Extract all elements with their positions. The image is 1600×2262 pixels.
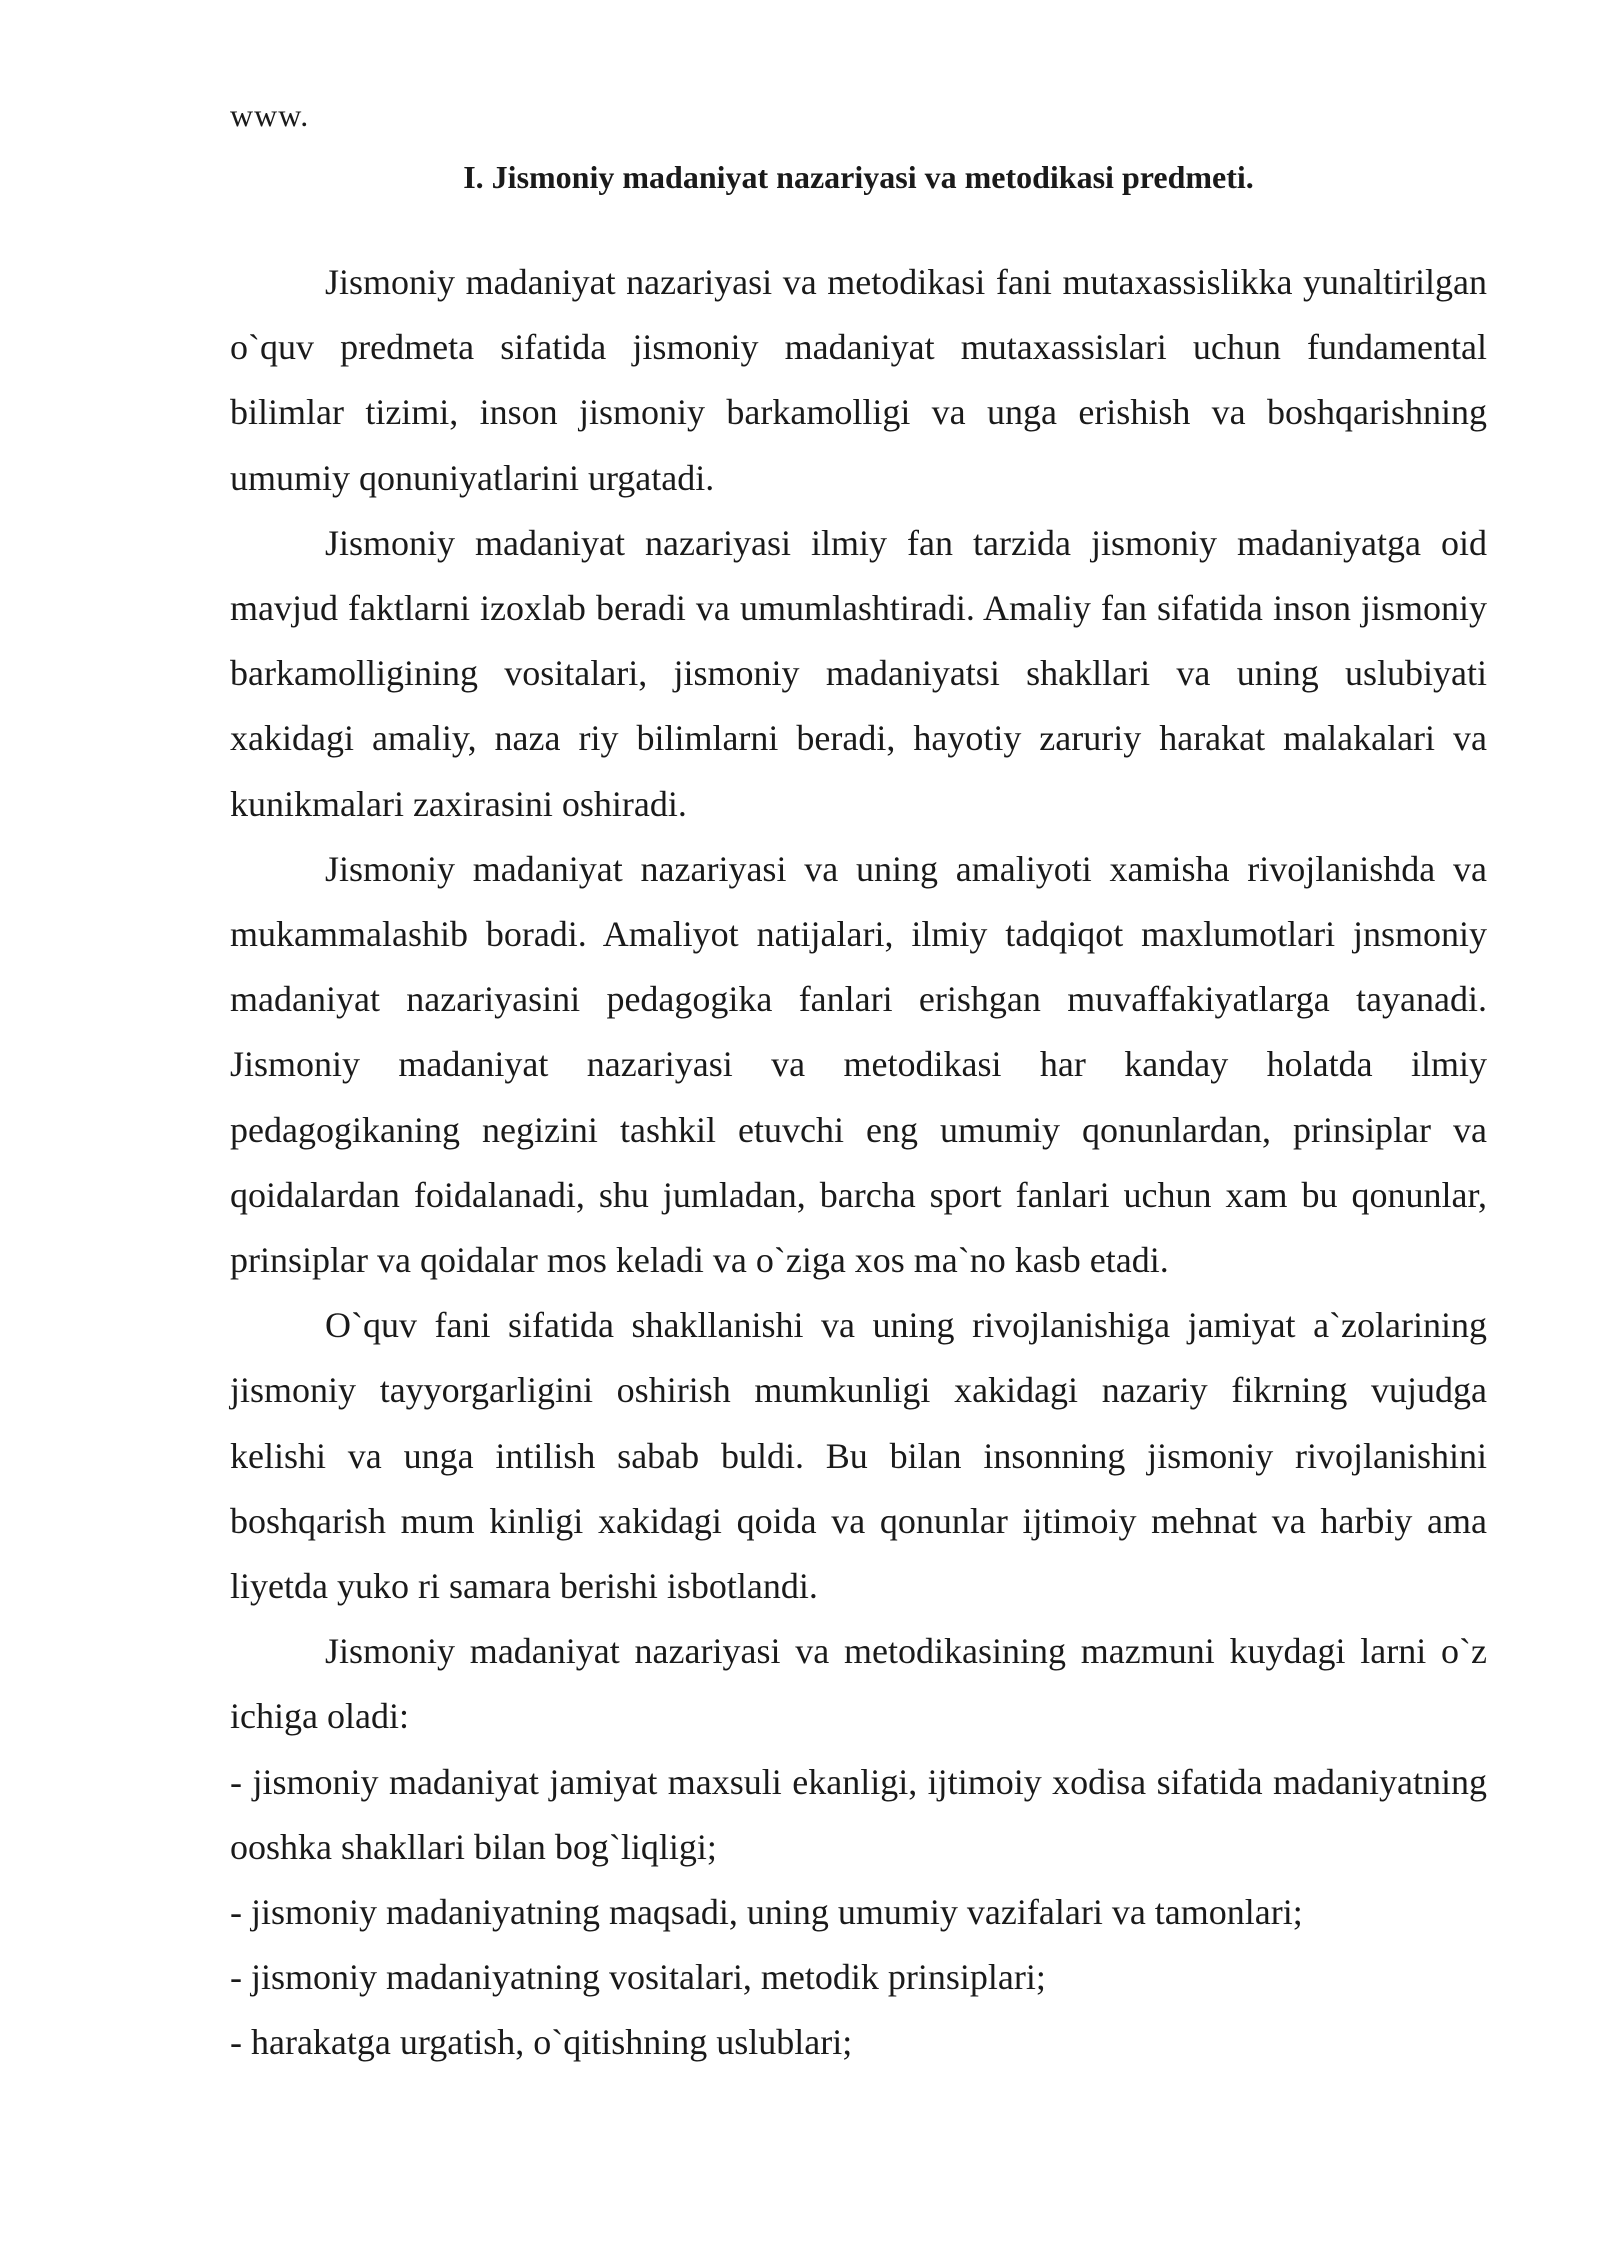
list-item-1: - jismoniy madaniyat jamiyat maxsuli ekanligi, ijtimoiy xodisa sifatida madaniyatning ooshka shakllari bilan bog`liqligi;	[230, 1761, 1487, 1867]
header-note: www.	[230, 97, 310, 133]
list-item-4: - harakatga urgatish, o`qitishning uslublari;	[230, 2022, 853, 2063]
paragraph-5: Jismoniy madaniyat nazariyasi va metodikasining mazmuni kuydagi larni o`z ichiga oladi:	[230, 1631, 1487, 1737]
list-item-2: - jismoniy madaniyatning maqsadi, uning umumiy vazifalari va tamonlari;	[230, 1892, 1303, 1933]
paragraph-2: Jismoniy madaniyat nazariyasi ilmiy fan tarzida jismoniy madaniyatga oid mavjud faktlarni izoxlab beradi va umumlashtiradi. Amaliy fan sifatida inson jismoniy barkamolligining vositalari, jismoniy madaniyatsi shakllari va uning uslubiyati xakidagi amaliy, naza riy bilimlarni beradi, hayotiy zaruriy harakat malakalari va kunikmalari zaxirasini oshiradi.	[230, 522, 1487, 824]
paragraph-4: O`quv fani sifatida shakllanishi va uning rivojlanishiga jamiyat a`zolarining jismoniy tayyorgarligini oshirish mumkunligi xakidagi nazariy fikrning vujudga kelishi va unga intilish sabab buldi. Bu bilan insonning jismoniy rivojlanishini boshqarish mum kinligi xakidagi qoida va qonunlar ijtimoiy mehnat va harbiy ama liyetda yuko ri samara berishi isbotlandi.	[230, 1305, 1487, 1607]
section-title: I. Jismoniy madaniyat nazariyasi va metodikasi predmeti.	[463, 159, 1254, 195]
list-item-3: - jismoniy madaniyatning vositalari, metodik prinsiplari;	[230, 1957, 1046, 1998]
paragraph-3: Jismoniy madaniyat nazariyasi va uning amaliyoti xamisha rivojlanishda va mukammalashib boradi. Amaliyot natijalari, ilmiy tadqiqot maxlumotlari jnsmoniy madaniyat nazariyasini pedagogika fanlari erishgan muvaffakiyatlarga tayanadi. Jismoniy madaniyat nazariyasi va metodikasi har kanday holatda ilmiy pedagogikaning negizini tashkil etuvchi eng umumiy qonunlardan, prinsiplar va qoidalardan foidalanadi, shu jumladan, barcha sport fanlari uchun xam bu qonunlar, prinsiplar va qoidalar mos keladi va o`ziga xos ma`no kasb etadi.	[230, 848, 1487, 1281]
paragraph-1: Jismoniy madaniyat nazariyasi va metodikasi fani mutaxassislikka yunaltirilgan o`quv predmeta sifatida jismoniy madaniyat mutaxassislari uchun fundamental bilimlar tizimi, inson jismoniy barkamolligi va unga erishish va boshqarishning umumiy qonuniyatlarini urgatadi.	[230, 262, 1487, 498]
document-page	[230, 92, 1487, 2076]
